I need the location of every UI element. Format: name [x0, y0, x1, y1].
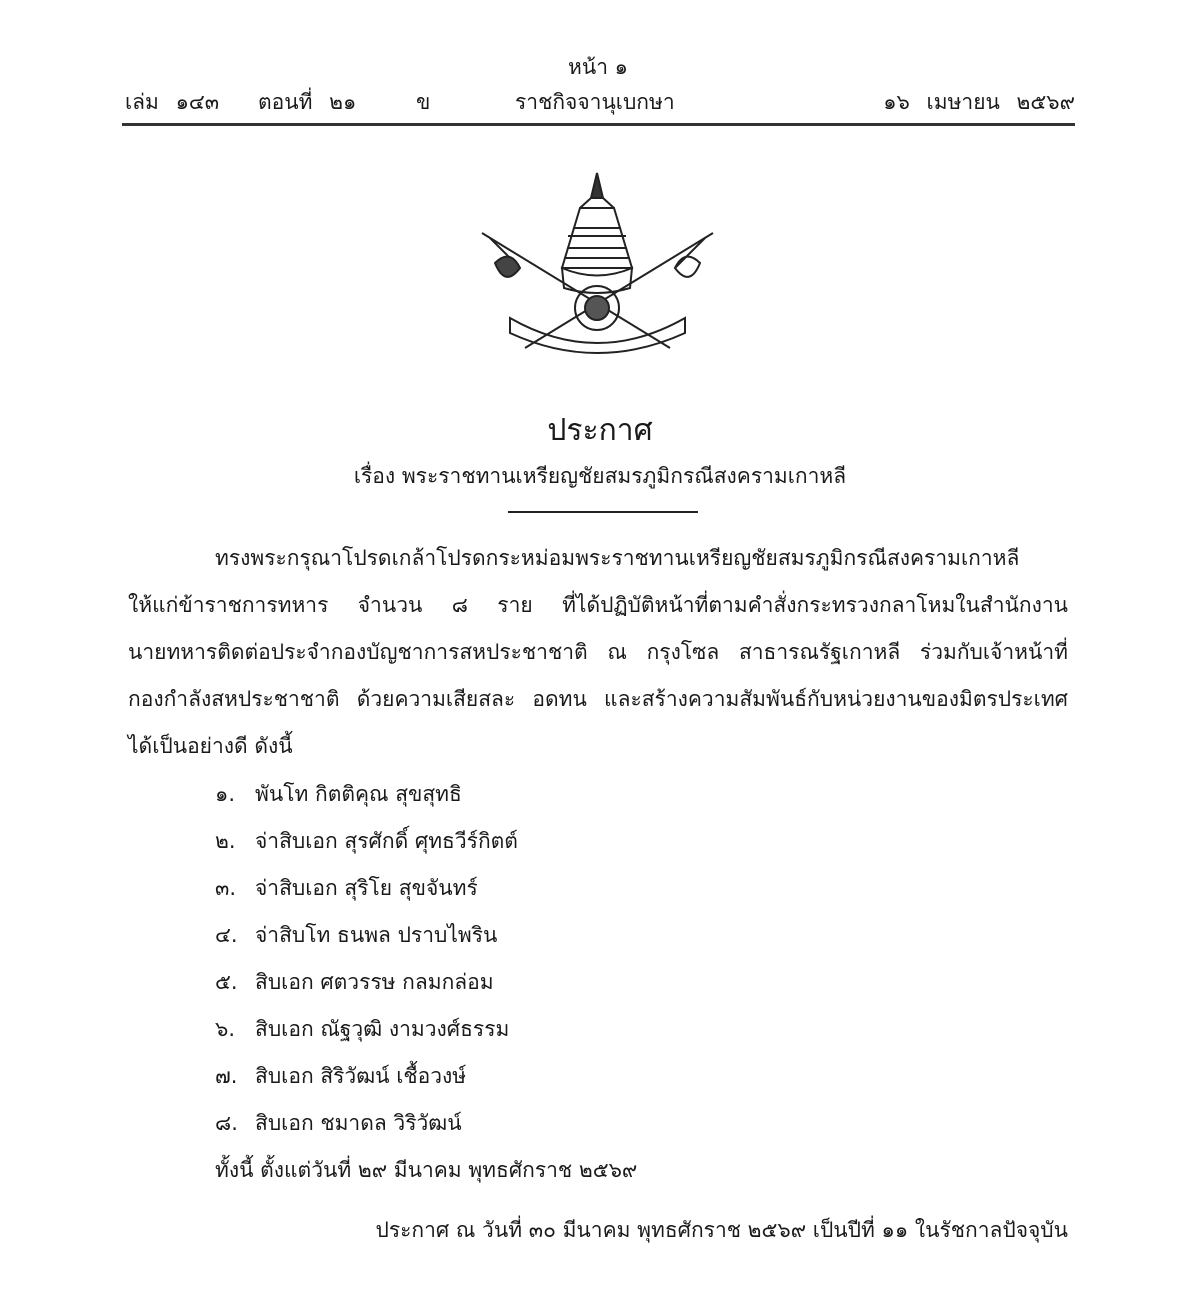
recipient-name: จ่าสิบเอก สุริโย สุขจันทร์ — [255, 876, 478, 900]
paragraph-line: ให้แก่ข้าราชการทหาร จำนวน ๘ ราย ที่ได้ปฏิบัติหน้าที่ตามคำสั่งกระทรวงกลาโหมในสำนักงาน — [128, 593, 1068, 617]
header-date: ๑๖ เมษายน ๒๕๖๙ — [883, 90, 1075, 114]
issue: ตอนที่ ๒๑ — [258, 90, 357, 114]
recipient-item — [215, 784, 462, 805]
garuda-emblem-icon — [470, 168, 725, 363]
section: ข — [416, 90, 431, 114]
recipient-item — [215, 831, 518, 852]
header-rule — [122, 123, 1075, 126]
recipient-item — [215, 1019, 509, 1040]
document-title: ประกาศ — [547, 413, 653, 448]
paragraph-line: กองกำลังสหประชาชาติ ด้วยความเสียสละ อดทน และสร้างความสัมพันธ์กับหน่วยงานของมิตรประเทศ — [128, 687, 1068, 711]
recipient-name: สิบเอก ชมาดล วิริวัฒน์ — [255, 1111, 462, 1135]
page-number: หน้า ๑ — [568, 55, 628, 79]
publication-name: ราชกิจจานุเบกษา — [515, 90, 675, 114]
announcement-date: ประกาศ ณ วันที่ ๓๐ มีนาคม พุทธศักราช ๒๕๖๙ เป็นปีที่ ๑๑ ในรัชกาลปัจจุบัน — [375, 1218, 1068, 1242]
item-number: ๖. — [215, 1017, 236, 1041]
recipient-name: จ่าสิบเอก สุรศักดิ์ ศุทธวีร์กิตต์ — [255, 829, 518, 853]
recipient-item — [215, 1113, 462, 1134]
recipient-name: สิบเอก ศตวรรษ กลมกล่อม — [255, 970, 494, 994]
title-rule — [508, 511, 698, 513]
recipient-name: สิบเอก ณัฐวุฒิ งามวงศ์ธรรม — [255, 1017, 510, 1041]
recipient-name: พันโท กิตติคุณ สุขสุทธิ — [255, 782, 462, 806]
item-number: ๓. — [215, 876, 237, 900]
recipient-item — [215, 972, 494, 993]
recipient-item — [215, 1066, 466, 1087]
item-number: ๘. — [215, 1111, 238, 1135]
document-subject: เรื่อง พระราชทานเหรียญชัยสมรภูมิกรณีสงครามเกาหลี — [353, 464, 847, 488]
recipient-name: จ่าสิบโท ธนพล ปราบไพริน — [255, 923, 498, 947]
volume: เล่ม ๑๔๓ — [125, 90, 220, 114]
item-number: ๗. — [215, 1064, 238, 1088]
effective-date: ทั้งนี้ ตั้งแต่วันที่ ๒๙ มีนาคม พุทธศักราช ๒๕๖๙ — [215, 1158, 638, 1182]
paragraph-line: นายทหารติดต่อประจำกองบัญชาการสหประชาชาติ ณ กรุงโซล สาธารณรัฐเกาหลี ร่วมกับเจ้าหน้าที่ — [128, 640, 1068, 664]
item-number: ๒. — [215, 829, 236, 853]
item-number: ๔. — [215, 923, 238, 947]
paragraph-line: ทรงพระกรุณาโปรดเกล้าโปรดกระหม่อมพระราชทานเหรียญชัยสมรภูมิกรณีสงครามเกาหลี — [215, 546, 1020, 570]
recipient-item — [215, 925, 497, 946]
item-number: ๑. — [215, 782, 236, 806]
paragraph-line: ได้เป็นอย่างดี ดังนี้ — [128, 734, 293, 758]
item-number: ๕. — [215, 970, 238, 994]
recipient-item — [215, 878, 478, 899]
recipient-name: สิบเอก สิริวัฒน์ เชื้อวงษ์ — [255, 1064, 467, 1088]
